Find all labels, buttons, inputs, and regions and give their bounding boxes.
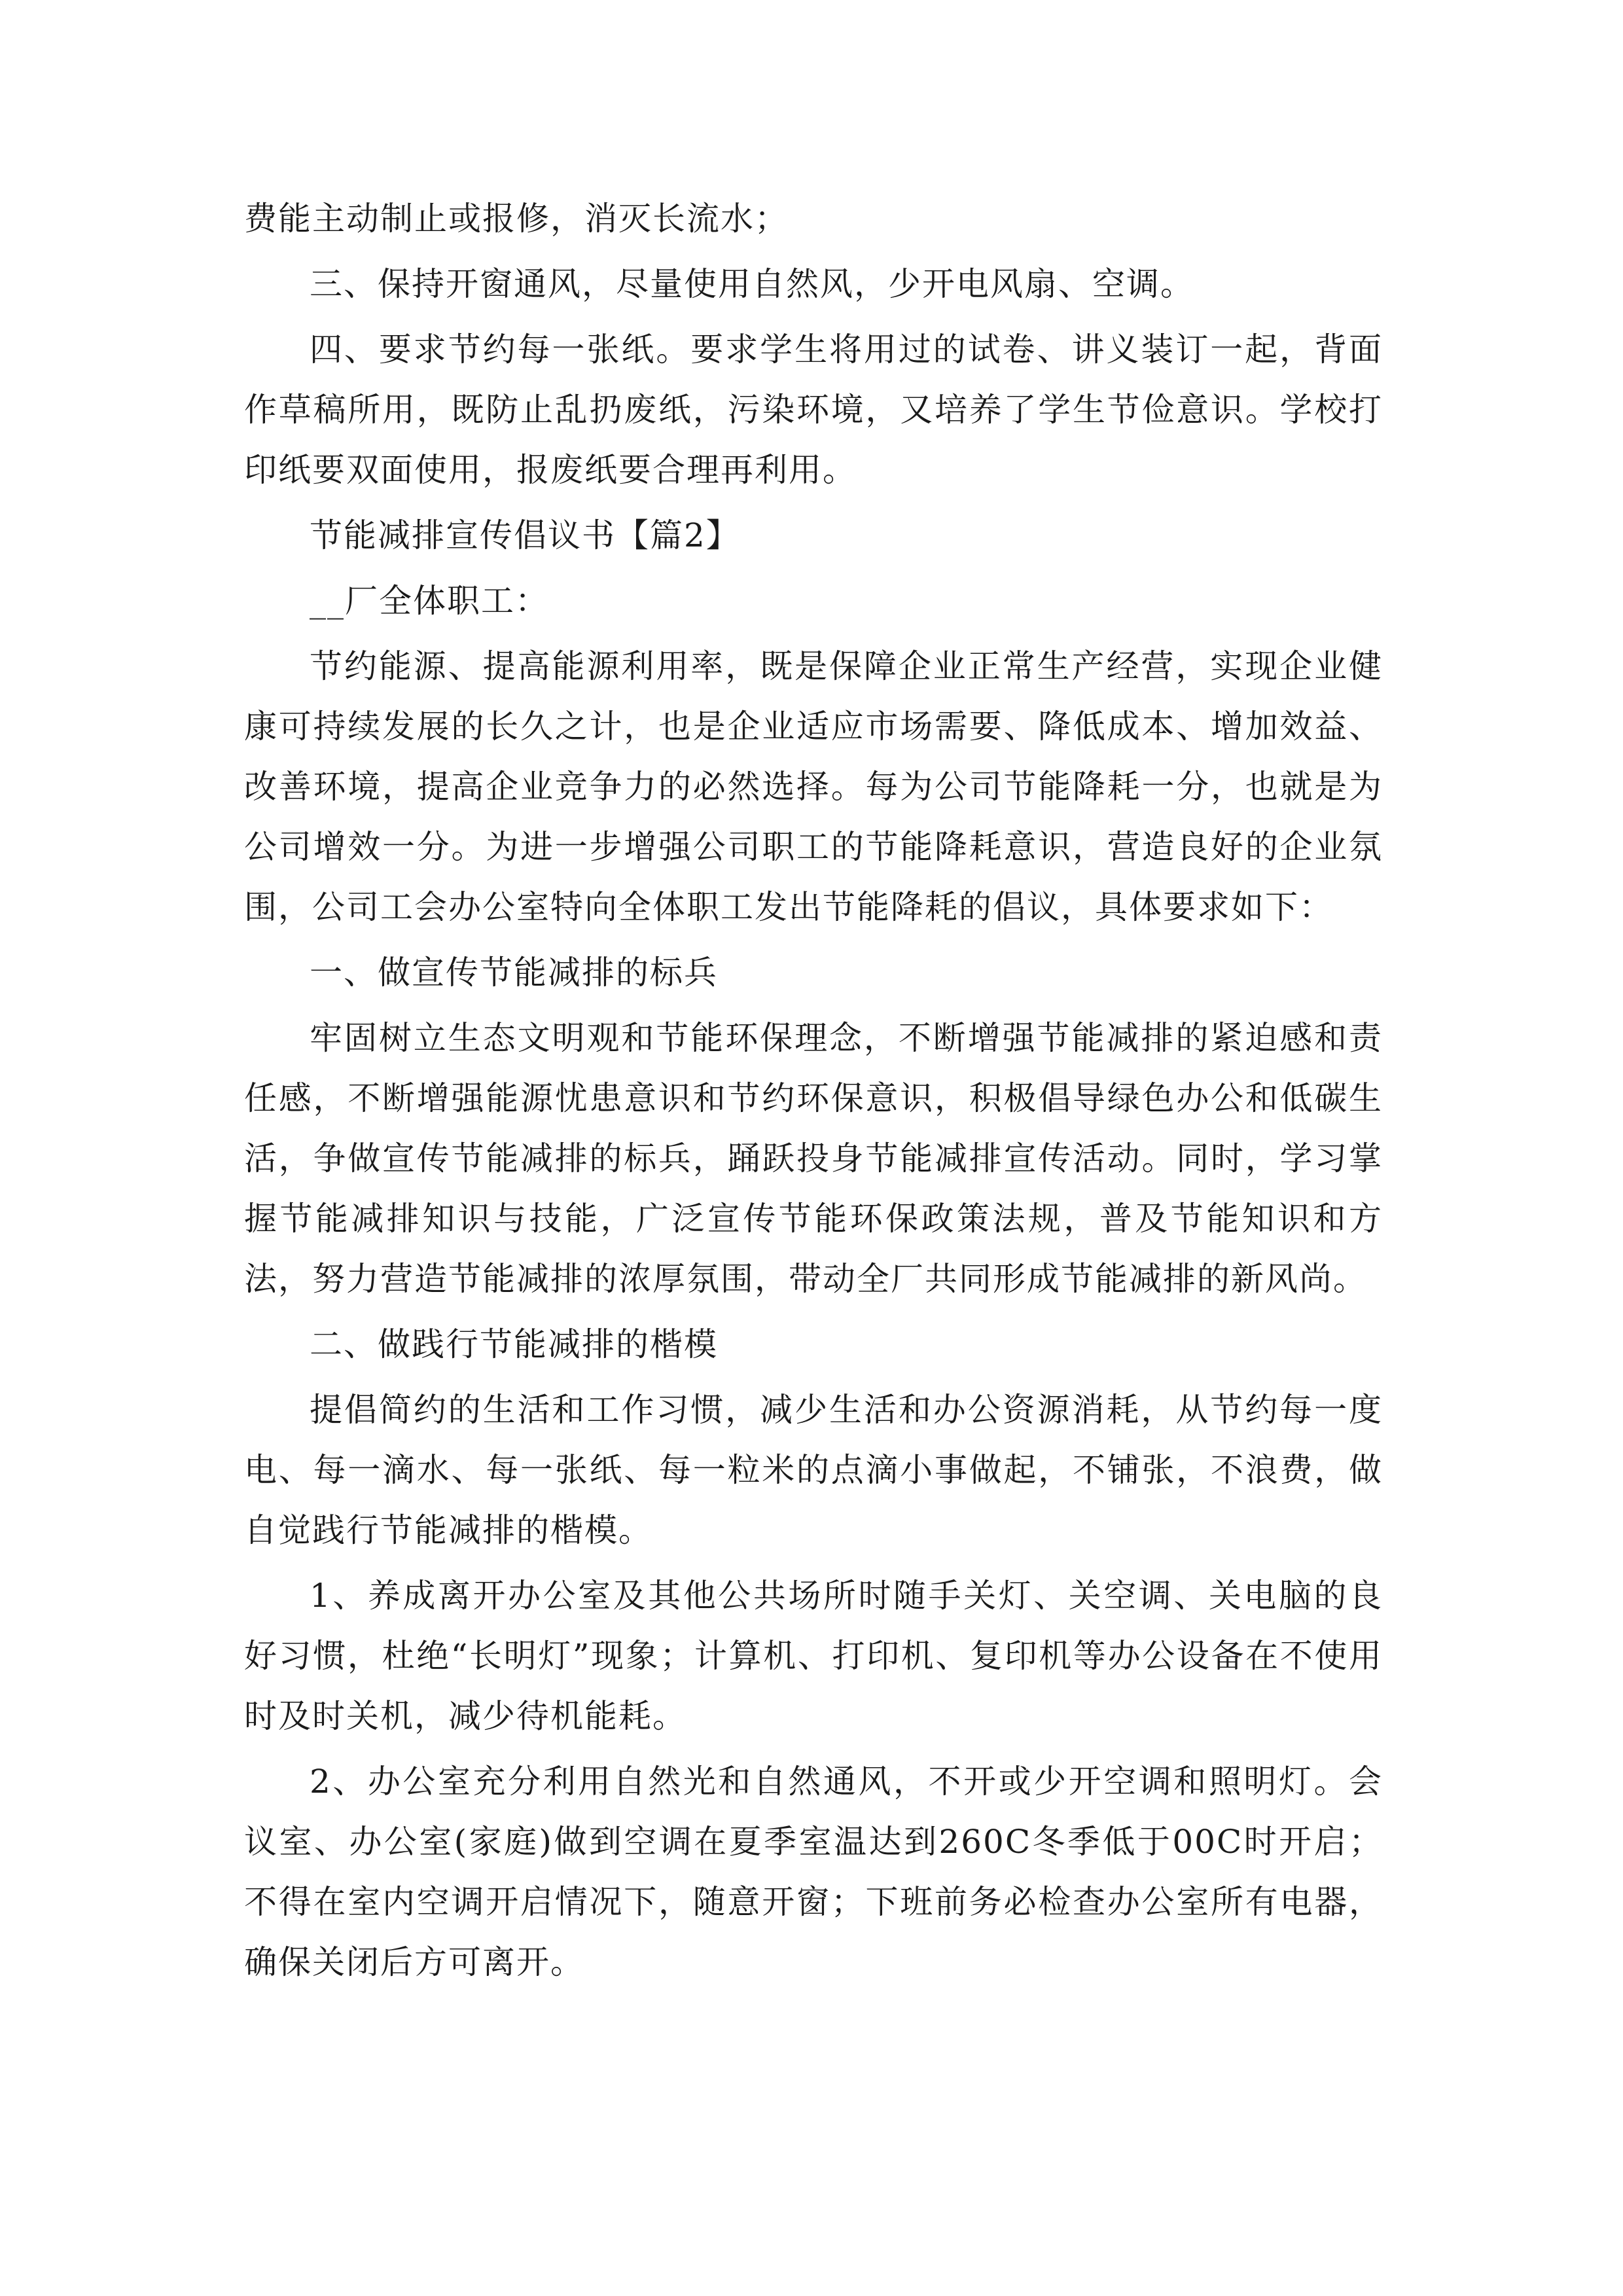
section-title: 节能减排宣传倡议书【篇2】 xyxy=(310,516,740,554)
list-item-2: 2、办公室充分利用自然光和自然通风，不开或少开空调和照明灯。会议室、办公室(家庭)做到空调在夏季室温达到260C冬季低于00C时开启；不得在室内空调开启情况下，随意开窗；下班前务必检查办公室所有电器，确保关闭后方可离开。 xyxy=(244,1763,1383,1981)
paragraph-item-4: 四、要求节约每一张纸。要求学生将用过的试卷、讲义装订一起，背面作草稿所用，既防止乱扔废纸，污染环境，又培养了学生节俭意识。学校打印纸要双面使用，报废纸要合理再利用。 xyxy=(244,331,1383,489)
paragraph-intro: 节约能源、提高能源利用率，既是保障企业正常生产经营，实现企业健康可持续发展的长久之计，也是企业适应市场需要、降低成本、增加效益、改善环境，提高企业竞争力的必然选择。每为公司节能降耗一分，也就是为公司增效一分。为进一步增强公司职工的节能降耗意识，营造良好的企业氛围，公司工会办公室特向全体职工发出节能降耗的倡议，具体要求如下： xyxy=(244,647,1383,926)
subheading-2: 二、做践行节能减排的楷模 xyxy=(310,1325,718,1363)
list-item-1: 1、养成离开办公室及其他公共场所时随手关灯、关空调、关电脑的良好习惯，杜绝“长明灯”现象；计算机、打印机、复印机等办公设备在不使用时及时关机，减少待机能耗。 xyxy=(244,1577,1383,1735)
paragraph-continuation: 费能主动制止或报修，消灭长流水； xyxy=(244,200,789,238)
document-body xyxy=(244,188,1383,1992)
paragraph-publicity: 牢固树立生态文明观和节能环保理念，不断增强节能减排的紧迫感和责任感，不断增强能源忧患意识和节约环保意识，积极倡导绿色办公和低碳生活，争做宣传节能减排的标兵，踊跃投身节能减排宣传活动。同时，学习掌握节能减排知识与技能，广泛宣传节能环保政策法规，普及节能知识和方法，努力营造节能减排的浓厚氛围，带动全厂共同形成节能减排的新风尚。 xyxy=(244,1019,1383,1298)
subheading-1: 一、做宣传节能减排的标兵 xyxy=(310,954,718,992)
salutation: __厂全体职工： xyxy=(310,582,549,620)
paragraph-item-3: 三、保持开窗通风，尽量使用自然风，少开电风扇、空调。 xyxy=(310,265,1194,303)
paragraph-practice: 提倡简约的生活和工作习惯，减少生活和办公资源消耗，从节约每一度电、每一滴水、每一张纸、每一粒米的点滴小事做起，不铺张，不浪费，做自觉践行节能减排的楷模。 xyxy=(244,1391,1383,1549)
